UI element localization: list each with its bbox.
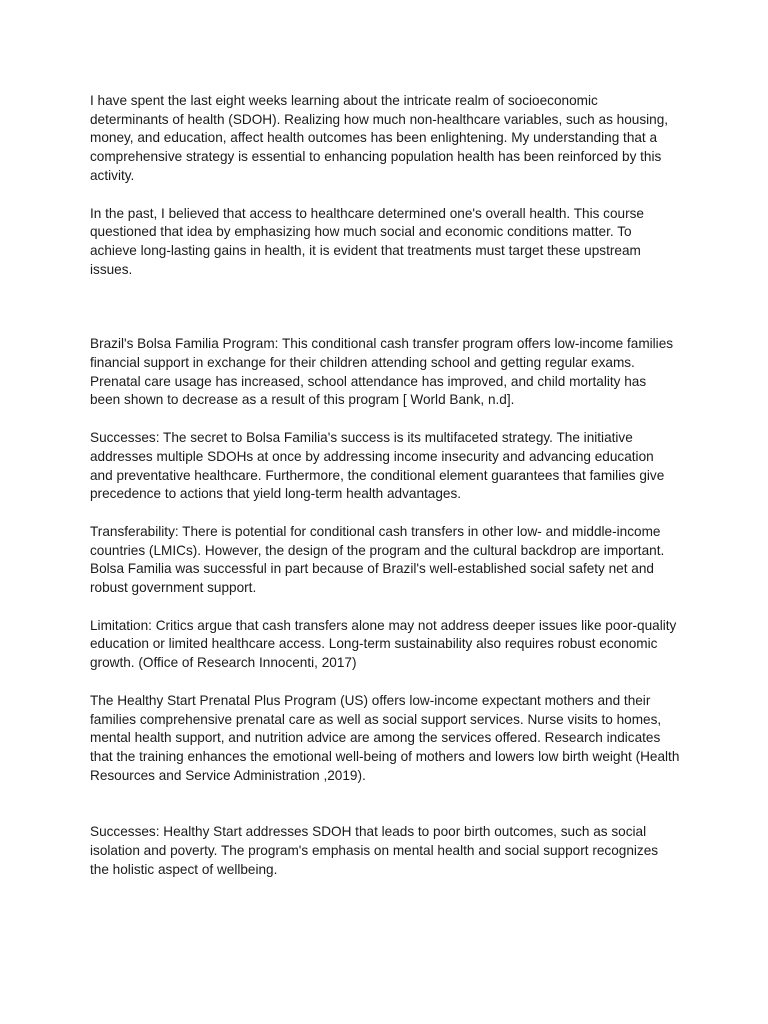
document-page xyxy=(90,92,680,880)
paragraph-reflection-past-belief: In the past, I believed that access to healthcare determined one's overall health. This course questioned that idea by emphasizing how much social and economic conditions matter. To achieve long-lasting gains in health, it is evident that treatments must target these upstream issues. xyxy=(90,205,644,277)
paragraph-healthy-start: The Healthy Start Prenatal Plus Program (US) offers low-income expectant mothers and their families comprehensive prenatal care as well as social support services. Nurse visits to homes, mental health support, and nutrition advice are among the services offered. Research indicates that the training enhances the emotional well-being of mothers and lowers low birth weight (Health Resources and Service Administration ,2019). xyxy=(90,692,680,783)
paragraph-bolsa-transferability: Transferability: There is potential for conditional cash transfers in other low- and middle-income countries (LMICs). However, the design of the program and the cultural backdrop are important. Bolsa Familia was successful in part because of Brazil's well-established social safety net and robust government support. xyxy=(90,523,665,596)
paragraph-reflection-intro: I have spent the last eight weeks learning about the intricate realm of socioeconomic determinants of health (SDOH). Realizing how much non-healthcare variables, such as housing, money, and education, affect health outcomes has been enlightening. My understanding that a comprehensive strategy is essential to enhancing population health has been reinforced by this activity. xyxy=(90,93,669,183)
paragraph-bolsa-familia: Brazil's Bolsa Familia Program: This conditional cash transfer program offers low-income families financial support in exchange for their children attending school and getting regular exams. Prenatal care usage has increased, school attendance has improved, and child mortality has been shown to decrease as a result of this program [ World Bank, n.d]. xyxy=(90,336,674,408)
paragraph-bolsa-limitation: Limitation: Critics argue that cash transfers alone may not address deeper issues like poor-quality education or limited healthcare access. Long-term sustainability also requires robust economic growth. (Office of Research Innocenti, 2017) xyxy=(90,617,677,671)
paragraph-bolsa-successes: Successes: The secret to Bolsa Familia's success is its multifaceted strategy. The initiative addresses multiple SDOHs at once by addressing income insecurity and advancing education and preventative healthcare. Furthermore, the conditional element guarantees that families give precedence to actions that yield long-term health advantages. xyxy=(90,430,665,502)
paragraph-healthy-start-successes: Successes: Healthy Start addresses SDOH that leads to poor birth outcomes, such as social isolation and poverty. The program's emphasis on mental health and social support recognizes the holistic aspect of wellbeing. xyxy=(90,824,659,877)
